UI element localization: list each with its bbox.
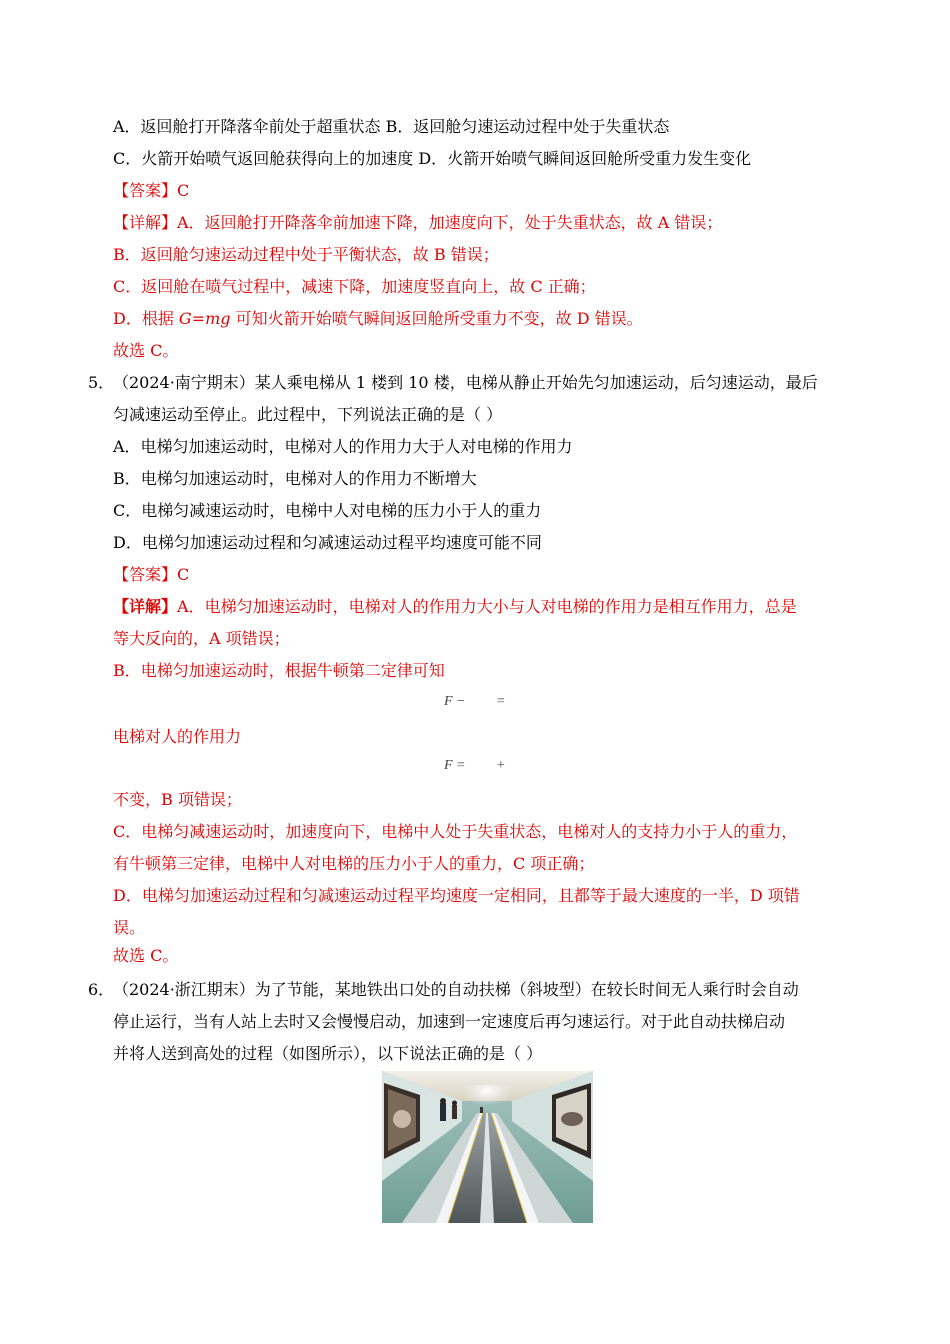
detail-label: 【详解】 bbox=[113, 597, 178, 616]
answer-label: 【答案】 bbox=[113, 181, 178, 200]
q5-option-b: B．电梯匀加速运动时，电梯对人的作用力不断增大 bbox=[113, 469, 477, 488]
detail-text: A．电梯匀加速运动时，电梯对人的作用力大小与人对电梯的作用力是相互作用力，总是 bbox=[177, 597, 797, 616]
formula-gmg: G=mg bbox=[178, 309, 231, 328]
q5-detail-a1 bbox=[113, 597, 864, 617]
formula-1-lhs: F − bbox=[444, 694, 466, 709]
escalator-illustration bbox=[382, 1071, 593, 1223]
q4-answer bbox=[113, 181, 864, 201]
q6-number: 6． bbox=[88, 980, 115, 999]
detail-label: 【详解】 bbox=[113, 213, 178, 232]
q5-detail-b1: B．电梯匀加速运动时，根据牛顿第二定律可知 bbox=[113, 661, 445, 680]
q5-detail-c1: C．电梯匀减速运动时，加速度向下，电梯中人处于失重状态，电梯对人的支持力小于人的重力， bbox=[113, 822, 798, 841]
q4-detail-d bbox=[113, 309, 864, 329]
q5-stem-line1: （2024·南宁期末）某人乘电梯从 1 楼到 10 楼，电梯从静止开始先匀加速运动，后匀速运动，最后 bbox=[113, 373, 818, 392]
q5-option-c: C．电梯匀减速运动时，电梯中人对电梯的压力小于人的重力 bbox=[113, 501, 542, 520]
formula-2-plus: + bbox=[496, 758, 506, 773]
q6-stem-line3: 并将人送到高处的过程（如图所示），以下说法正确的是（ ） bbox=[113, 1044, 543, 1063]
q5-number: 5． bbox=[88, 373, 115, 392]
q4-option-ab: A．返回舱打开降落伞前处于超重状态 B．返回舱匀速运动过程中处于失重状态 bbox=[113, 117, 670, 136]
q5-option-d: D．电梯匀加速运动过程和匀减速运动过程平均速度可能不同 bbox=[113, 533, 542, 552]
q5-answer bbox=[113, 565, 864, 585]
detail-text: A．返回舱打开降落伞前加速下降，加速度向下，处于失重状态，故 A 错误； bbox=[177, 213, 723, 232]
q5-detail-a2: 等大反向的，A 项错误； bbox=[113, 629, 290, 648]
q5-conclusion: 故选 C。 bbox=[113, 946, 179, 965]
q4-conclusion: 故选 C。 bbox=[113, 341, 179, 360]
q4-option-cd: C．火箭开始喷气返回舱获得向上的加速度 D．火箭开始喷气瞬间返回舱所受重力发生变化 bbox=[113, 149, 752, 168]
formula-2-lhs: F = bbox=[444, 758, 466, 773]
q5-option-a: A．电梯匀加速运动时，电梯对人的作用力大于人对电梯的作用力 bbox=[113, 437, 573, 456]
escalator-photo bbox=[382, 1071, 593, 1223]
q4-detail-a bbox=[113, 213, 864, 233]
q5-detail-d1: D．电梯匀加速运动过程和匀减速运动过程平均速度一定相同，且都等于最大速度的一半，D 项错 bbox=[113, 886, 800, 905]
q5-stem-line2: 匀减速运动至停止。此过程中，下列说法正确的是（ ） bbox=[113, 405, 503, 424]
q5-detail-b3: 不变，B 项错误； bbox=[113, 790, 242, 809]
answer-value: C bbox=[177, 565, 190, 584]
answer-label: 【答案】 bbox=[113, 565, 178, 584]
q4-detail-c: C．返回舱在喷气过程中，减速下降，加速度竖直向上，故 C 正确； bbox=[113, 277, 596, 296]
q6-stem-line1: （2024·浙江期末）为了节能，某地铁出口处的自动扶梯（斜坡型）在较长时间无人乘行时会自动 bbox=[113, 980, 799, 999]
q4-detail-b: B．返回舱匀速运动过程中处于平衡状态，故 B 错误； bbox=[113, 245, 499, 264]
q5-detail-d2: 误。 bbox=[113, 918, 146, 937]
formula-1-equals: = bbox=[496, 694, 506, 709]
detail-text: D．根据 bbox=[113, 309, 179, 328]
q5-detail-b2: 电梯对人的作用力 bbox=[113, 727, 242, 746]
q6-stem-line2: 停止运行，当有人站上去时又会慢慢启动，加速到一定速度后再匀速运行。对于此自动扶梯启动 bbox=[113, 1012, 786, 1031]
answer-value: C bbox=[177, 181, 190, 200]
detail-text: 可知火箭开始喷气瞬间返回舱所受重力不变，故 D 错误。 bbox=[230, 309, 643, 328]
q5-detail-c2: 有牛顿第三定律，电梯中人对电梯的压力小于人的重力，C 项正确； bbox=[113, 854, 595, 873]
